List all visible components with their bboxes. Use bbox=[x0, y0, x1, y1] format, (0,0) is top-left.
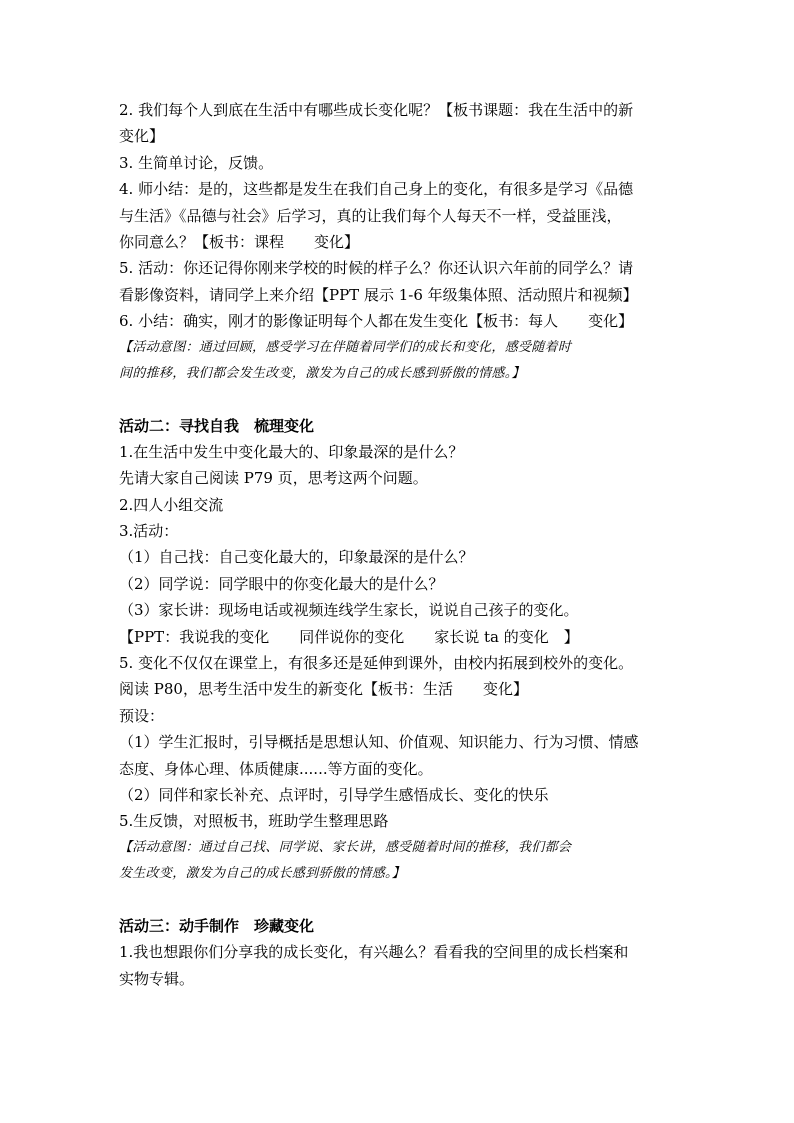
paragraph-line: （1）学生汇报时，引导概括是思想认知、价值观、知识能力、行为习惯、情感 bbox=[119, 733, 639, 752]
paragraph-line: 2. 我们每个人到底在生活中有哪些成长变化呢？【板书课题：我在生活中的新 bbox=[119, 101, 634, 119]
paragraph-line: （2）同伴和家长补充、点评时，引导学生感悟成长、变化的快乐 bbox=[119, 785, 549, 804]
paragraph-line: 你同意么？【板书：课程 变化】 bbox=[119, 232, 360, 251]
paragraph-line: 态度、身体心理、体质健康......等方面的变化。 bbox=[119, 759, 433, 778]
section-spacer bbox=[119, 887, 679, 913]
activity-intent-line: 【活动意图：通过自己找、同学说、家长讲，感受随着时间的推移，我们都会 bbox=[119, 839, 572, 855]
activity-intent-line: 【活动意图：通过回顾，感受学习在伴随着同学们的成长和变化，感受随着时 bbox=[119, 339, 572, 355]
paragraph-line: 实物专辑。 bbox=[119, 969, 195, 988]
paragraph-line: 6. 小结：确实，刚才的影像证明每个人都在发生变化【板书：每人 变化】 bbox=[119, 312, 634, 331]
paragraph-line: 2.四人小组交流 bbox=[119, 495, 224, 514]
paragraph-line: 3. 生简单讨论，反馈。 bbox=[119, 153, 274, 172]
paragraph-line: 阅读 P80，思考生活中发生的新变化【板书：生活 变化】 bbox=[119, 680, 528, 699]
paragraph-line: 5.生反馈，对照板书，班助学生整理思路 bbox=[119, 812, 389, 831]
activity-intent-line: 发生改变，激发为自己的成长感到骄傲的情感。】 bbox=[119, 865, 406, 881]
paragraph-line: 预设： bbox=[119, 706, 165, 725]
paragraph-line: 与生活》《品德与社会》后学习，真的让我们每个人每天不一样，受益匪浅， bbox=[119, 206, 622, 225]
document-body bbox=[119, 97, 679, 992]
paragraph-line: 1.在生活中发生中变化最大的、印象最深的是什么？ bbox=[119, 442, 464, 461]
paragraph-line: 5. 变化不仅仅在课堂上，有很多还是延伸到课外，由校内拓展到校外的变化。 bbox=[119, 654, 634, 673]
section-activity-three bbox=[119, 913, 679, 992]
paragraph-line: 4. 师小结：是的，这些都是发生在我们自己身上的变化，有很多是学习《品德 bbox=[119, 180, 634, 199]
section-activity-one-continued bbox=[119, 97, 679, 387]
paragraph-line: （3）家长讲：现场电话或视频连线学生家长，说说自己孩子的变化。 bbox=[119, 601, 579, 620]
section-spacer bbox=[119, 387, 679, 413]
paragraph-line: （1）自己找：自己变化最大的，印象最深的是什么？ bbox=[119, 548, 474, 567]
section-heading: 活动二：寻找自我 梳理变化 bbox=[119, 416, 315, 435]
paragraph-line: 看影像资料，请同学上来介绍【PPT 展示 1-6 年级集体照、活动照片和视频】 bbox=[119, 285, 638, 304]
paragraph-line: 先请大家自己阅读 P79 页，思考这两个问题。 bbox=[119, 469, 428, 488]
section-heading: 活动三：动手制作 珍藏变化 bbox=[119, 916, 315, 935]
paragraph-line: 变化】 bbox=[119, 127, 165, 146]
section-activity-two bbox=[119, 413, 679, 887]
paragraph-line: 5. 活动：你还记得你刚来学校的时候的样子么？你还认识六年前的同学么？请 bbox=[119, 259, 634, 278]
activity-intent-line: 间的推移，我们都会发生改变，激发为自己的成长感到骄傲的情感。】 bbox=[119, 365, 525, 381]
paragraph-line: 【PPT：我说我的变化 同伴说你的变化 家长说 ta 的变化 】 bbox=[119, 627, 579, 646]
paragraph-line: 3.活动： bbox=[119, 522, 179, 541]
paragraph-line: （2）同学说：同学眼中的你变化最大的是什么？ bbox=[119, 574, 444, 593]
paragraph-line: 1.我也想跟你们分享我的成长变化，有兴趣么？看看我的空间里的成长档案和 bbox=[119, 943, 629, 962]
